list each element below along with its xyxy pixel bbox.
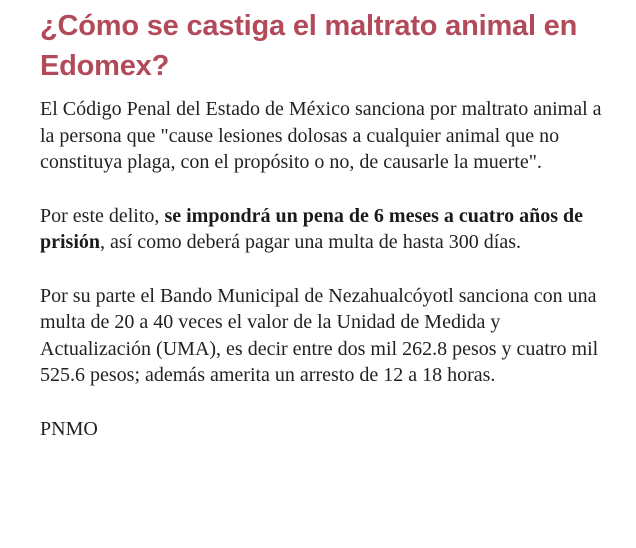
penalty-highlight: se impondrá un pena de 6 meses a cuatro años de prisión xyxy=(40,204,583,253)
paragraph-penalty xyxy=(40,203,612,256)
paragraph-penal-code: El Código Penal del Estado de México sanciona por maltrato animal a la persona que "cause lesiones dolosas a cualquier animal que no constituya plaga, con el propósito o no, de causarle la muerte". xyxy=(40,98,602,173)
article-heading: ¿Cómo se castiga el maltrato animal en Edomex? xyxy=(40,10,578,82)
article-byline: PNMO xyxy=(40,417,98,440)
penalty-text-before: Por este delito, xyxy=(40,204,165,227)
paragraph-municipal-fine: Por su parte el Bando Municipal de Nezahualcóyotl sanciona con una multa de 20 a 40 veces el valor de la Unidad de Medida y Actualización (UMA), es decir entre dos mil 262.8 pesos y cuatro mil 525.6 pesos; además amerita un arresto de 12 a 18 horas. xyxy=(40,284,599,386)
penalty-text-after: , así como deberá pagar una multa de hasta 300 días. xyxy=(100,231,521,253)
article xyxy=(40,6,612,442)
